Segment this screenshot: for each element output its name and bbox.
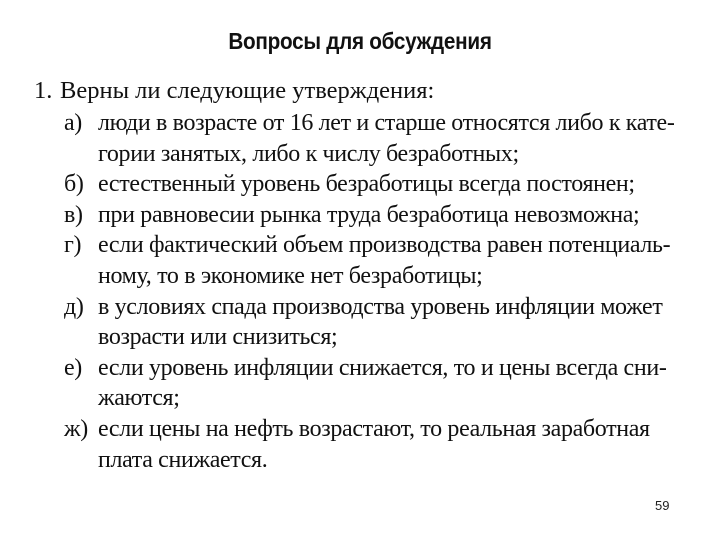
question-number: 1. xyxy=(34,77,53,104)
page-title: Вопросы для обсуждения xyxy=(228,28,492,54)
page-number: 59 xyxy=(655,498,670,513)
statement-item xyxy=(64,108,702,169)
statement-marker: в) xyxy=(64,201,83,228)
statement-line: если уровень инфляции снижается, то и цены всегда сни- xyxy=(98,354,667,381)
statement-marker: д) xyxy=(64,293,84,320)
statement-marker: а) xyxy=(64,110,82,136)
statement-line: если цены на нефть возрастают, то реальная заработная xyxy=(98,415,650,442)
statement-marker: е) xyxy=(64,354,82,381)
statement-line: возрасти или снизиться; xyxy=(98,324,338,351)
statement-item xyxy=(64,200,702,231)
statement-marker: г) xyxy=(64,232,82,259)
statement-line: естественный уровень безработицы всегда постоянен; xyxy=(98,171,635,198)
statement-list xyxy=(64,108,702,475)
statement-item xyxy=(64,292,702,353)
statement-item xyxy=(64,169,702,200)
statement-line: гории занятых, либо к числу безработных; xyxy=(98,140,519,167)
statement-line: при равновесии рынка труда безработица невозможна; xyxy=(98,201,640,228)
statement-line: жаются; xyxy=(98,385,180,412)
statement-item xyxy=(64,230,702,291)
statement-line: плата снижается. xyxy=(98,446,268,473)
statement-line: в условиях спада производства уровень инфляции может xyxy=(98,293,663,320)
statement-line: люди в возрасте от 16 лет и старше относятся либо к кате- xyxy=(98,110,675,136)
question-heading xyxy=(34,76,434,106)
question-text: Верны ли следующие утверждения: xyxy=(60,77,435,104)
statement-item xyxy=(64,414,702,475)
statement-marker: б) xyxy=(64,171,84,198)
statement-marker: ж) xyxy=(64,415,88,442)
statement-item xyxy=(64,353,702,414)
statement-line: если фактический объем производства равен потенциаль- xyxy=(98,232,671,259)
statement-line: ному, то в экономике нет безработицы; xyxy=(98,262,483,289)
